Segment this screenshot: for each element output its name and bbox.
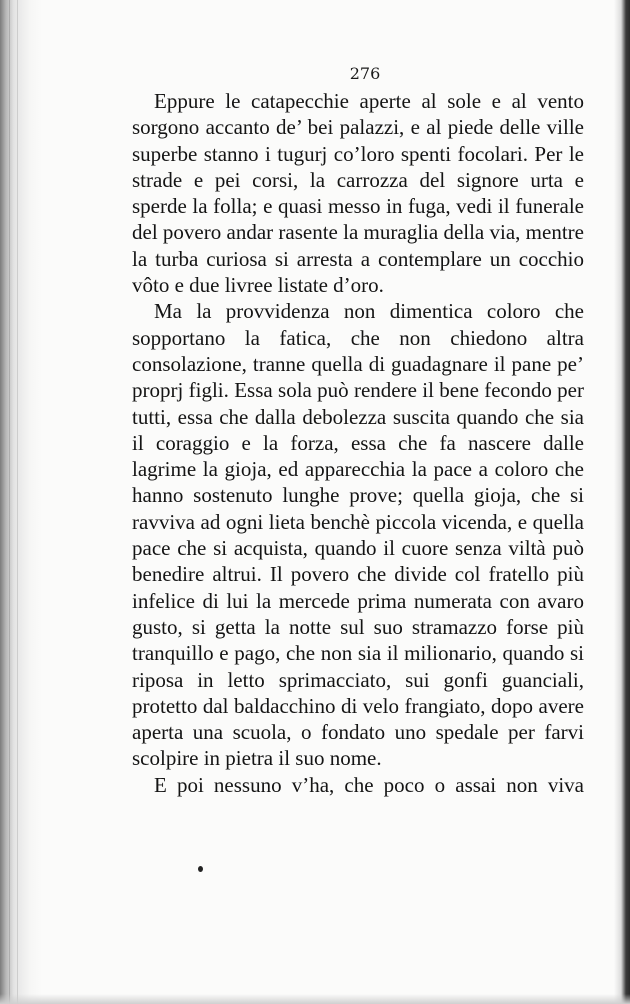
ink-speck <box>198 866 203 872</box>
paragraph-2: Ma la provvidenza non dimentica coloro che sopportano la fatica, che non chiedono altra consolazione, tranne quella di guadagnare il pane pe’ proprj figli. Essa sola può rendere il bene fecondo per tutti, essa che dalla debolezza suscita quando che sia il coraggio e la forza, essa che fa nascere dalle lagrime la gioja, ed apparecchia la pace a coloro che hanno sostenuto lunghe prove; quella gioja, che si ravviva ad ogni lieta benchè piccola vicenda, e quella pace che si acquista, quando il cuore senza viltà può benedire altrui. Il povero che divide col fratello più infelice di lui la mercede prima numerata con avaro gusto, si getta la notte sul suo stramazzo forse più tranquillo e pago, che non sia il milionario, quando si riposa in letto sprimacciato, sui gonfi guanciali, protetto dal baldacchino di velo frangiato, dopo avere aperta una scuola, o fondato uno spedale per farvi scolpire in pietra il suo nome. <box>132 299 584 771</box>
gutter-line <box>17 0 18 1004</box>
gutter-line <box>9 0 10 1004</box>
page-number: 276 <box>349 64 381 83</box>
body-text <box>132 88 584 798</box>
paragraph-3: E poi nessuno v’ha, che poco o assai non viva <box>154 772 584 797</box>
binding-gutter <box>0 0 42 1004</box>
page-edge-bottom <box>0 994 630 1004</box>
paragraph-1: Eppure le catapecchie aperte al sole e al vento sorgono accanto de’ bei palazzi, e al piede delle ville superbe stanno i tugurj co’loro spenti focolari. Per le strade e pei corsi, la carrozza del signore urta e sperde la folla; e quasi messo in fuga, vedi il funerale del povero andar rasente la muraglia della via, mentre la turba curiosa si arresta a contemplare un cocchio vôto e due livree listate d’oro. <box>132 89 584 298</box>
page-edge-right <box>614 0 630 1004</box>
